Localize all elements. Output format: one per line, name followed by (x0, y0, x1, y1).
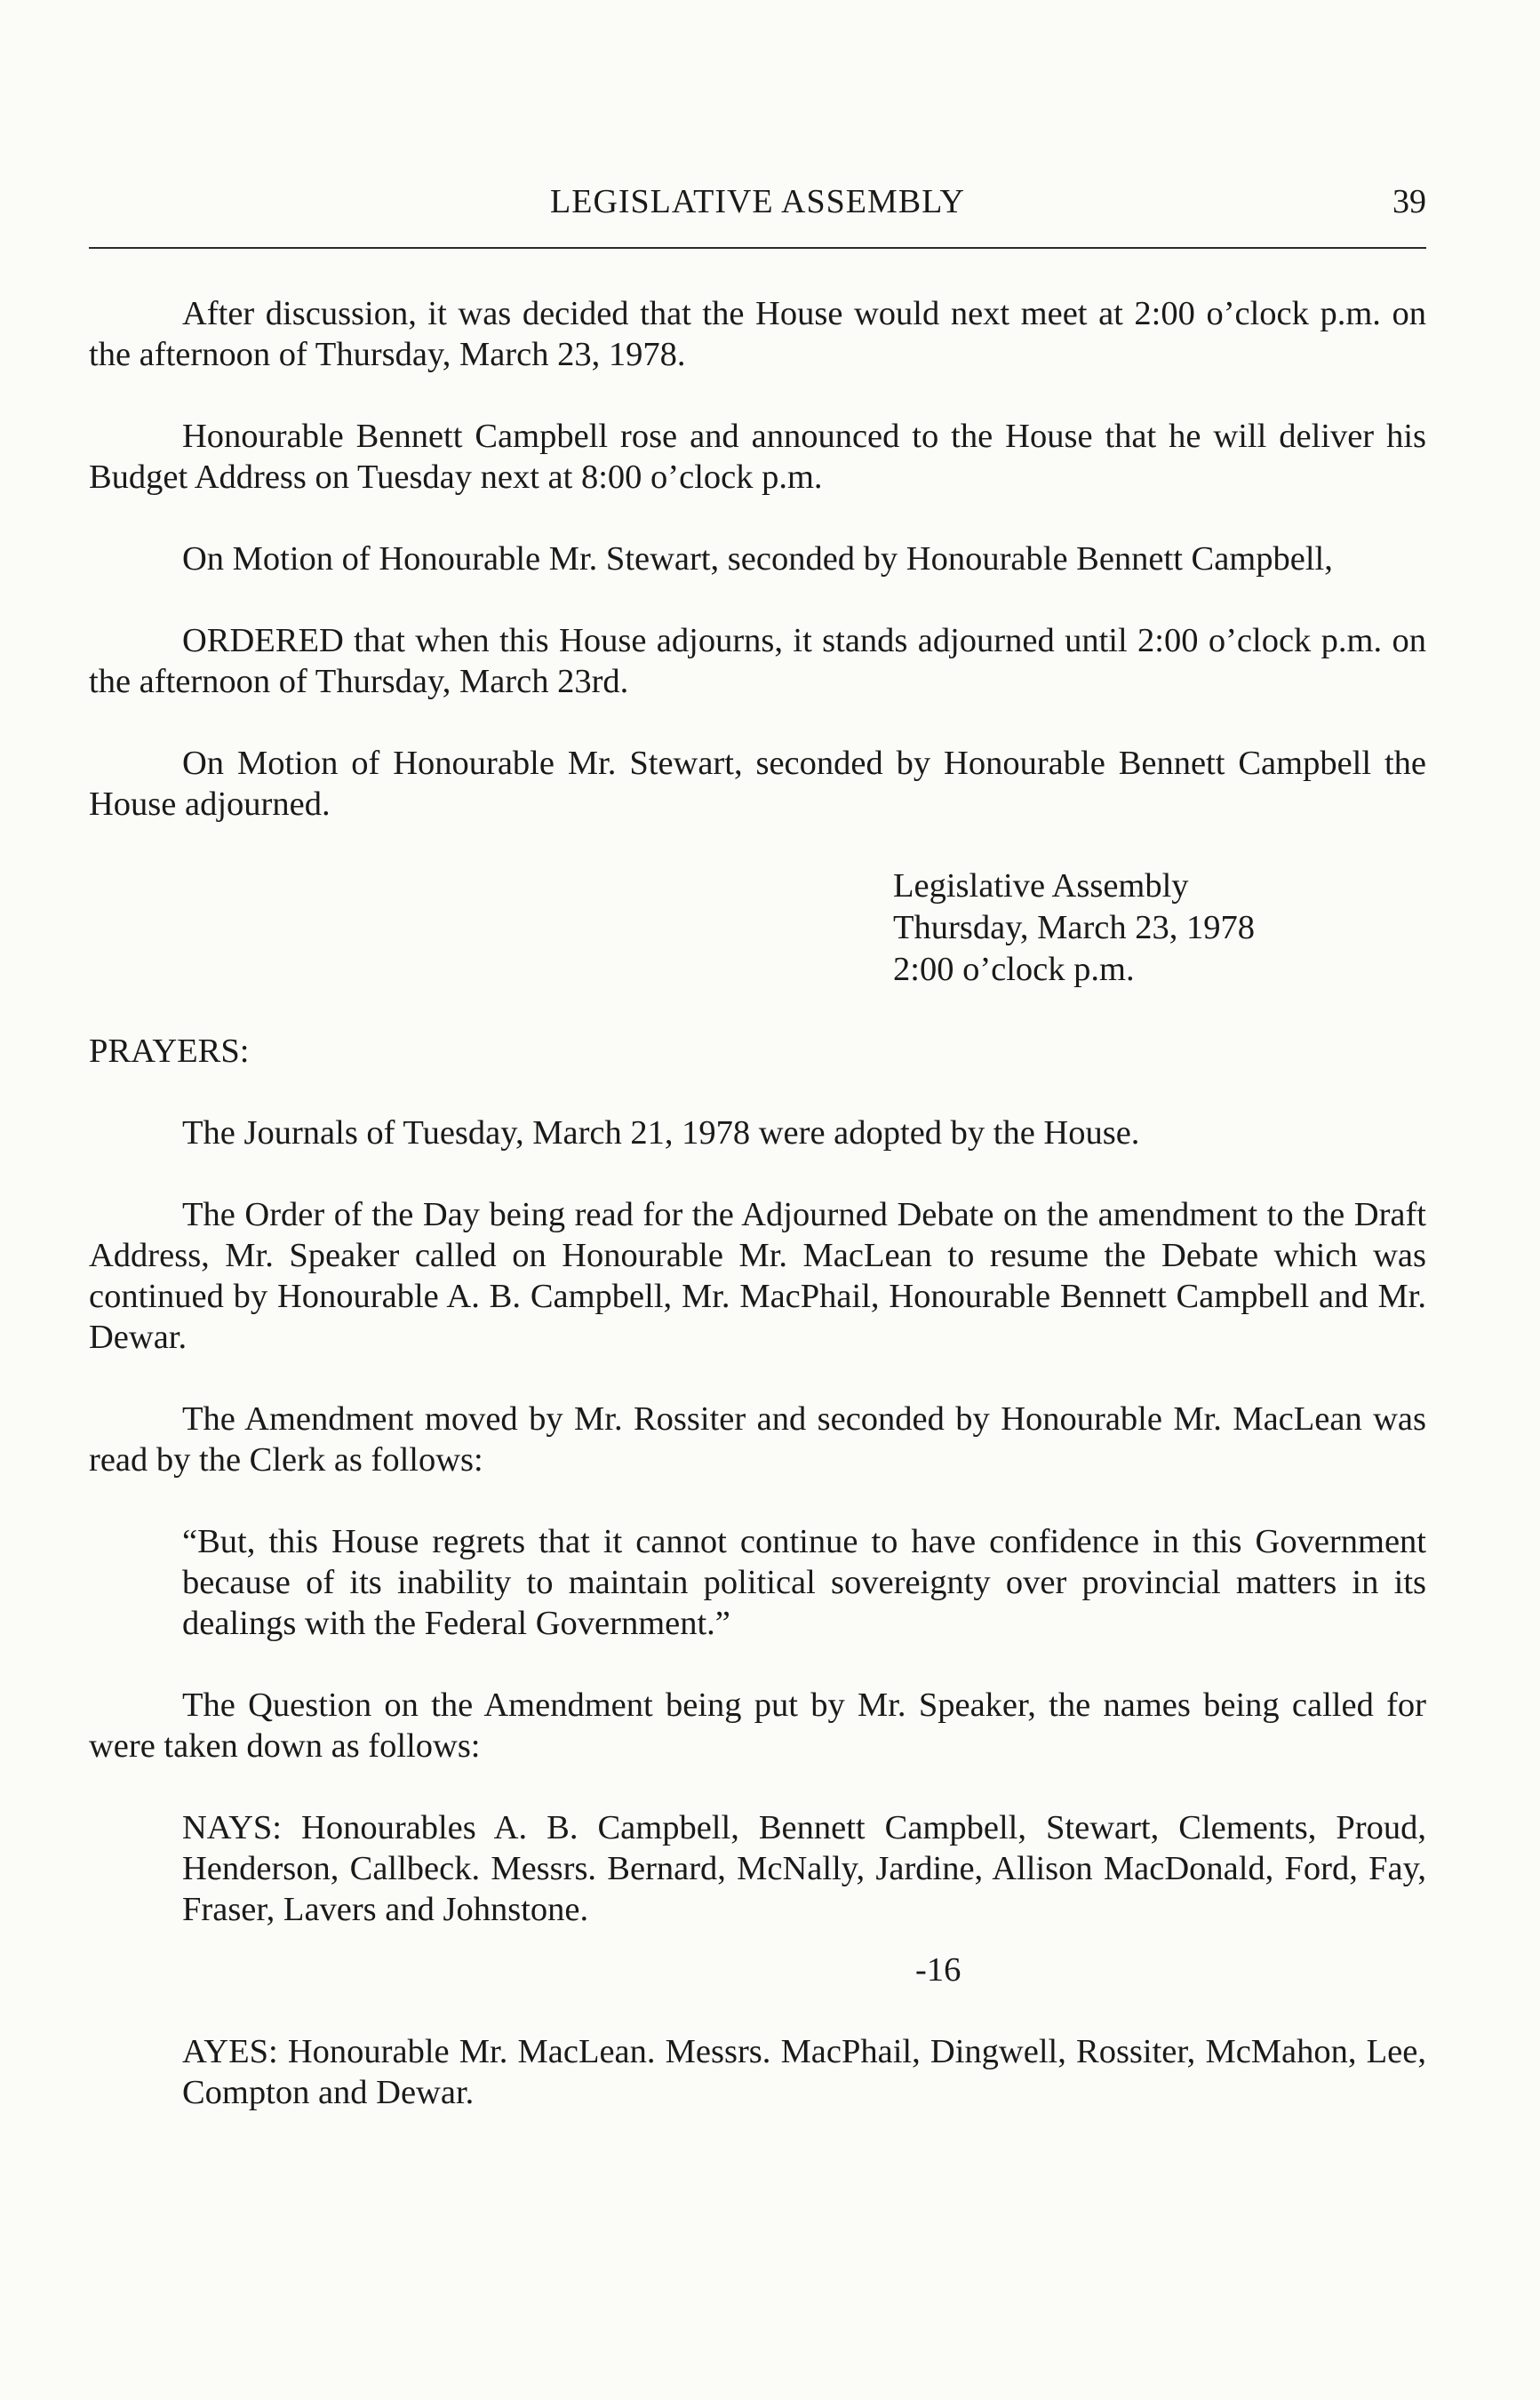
sitting-heading (893, 865, 1426, 991)
sitting-date: Thursday, March 23, 1978 (893, 909, 1256, 946)
page-header (89, 182, 1426, 235)
sitting-body: Legislative Assembly (893, 867, 1189, 905)
page-title: LEGISLATIVE ASSEMBLY (550, 183, 965, 220)
amendment-quote: “But, this House regrets that it cannot continue to have confidence in this Government because of its inability to maintain political sovereignty over provincial matters in its dealings with the Federal Government.” (182, 1523, 1426, 1642)
paragraph-motion: On Motion of Honourable Mr. Stewart, seconded by Honourable Bennett Campbell, (182, 540, 1333, 578)
nays-list: NAYS: Honourables A. B. Campbell, Bennett Campbell, Stewart, Clements, Proud, Henderson, Callbeck. Messrs. Bernard, McNally, Jardine, Allison MacDonald, Ford, Fay, Fraser, Lavers and Johnstone. (182, 1809, 1426, 1928)
paragraph-budget-address: Honourable Bennett Campbell rose and announced to the House that he will deliver his Budget Address on Tuesday next at 8:00 o’clock p.m. (89, 418, 1426, 496)
paragraph-ordered: ORDERED that when this House adjourns, it stands adjourned until 2:00 o’clock p.m. on the afternoon of Thursday, March 23rd. (89, 622, 1426, 700)
page-body (89, 293, 1426, 2133)
page-number: 39 (1392, 183, 1426, 220)
paragraph-question: The Question on the Amendment being put by Mr. Speaker, the names being called for were taken down as follows: (89, 1686, 1426, 1765)
header-divider (89, 247, 1426, 249)
ayes-list: AYES: Honourable Mr. MacLean. Messrs. MacPhail, Dingwell, Rossiter, McMahon, Lee, Compton and Dewar. (182, 2033, 1426, 2111)
paragraph-adjourned: On Motion of Honourable Mr. Stewart, seconded by Honourable Bennett Campbell the House adjourned. (89, 745, 1426, 823)
paragraph-amendment: The Amendment moved by Mr. Rossiter and seconded by Honourable Mr. MacLean was read by the Clerk as follows: (89, 1400, 1426, 1479)
nays-count: -16 (915, 1951, 962, 1989)
paragraph-journals-adopted: The Journals of Tuesday, March 21, 1978 were adopted by the House. (182, 1114, 1140, 1152)
sitting-time: 2:00 o’clock p.m. (893, 951, 1135, 988)
prayers-heading: PRAYERS: (89, 1033, 250, 1070)
paragraph-next-meeting: After discussion, it was decided that the House would next meet at 2:00 o’clock p.m. on the afternoon of Thursday, March 23, 1978. (89, 295, 1426, 373)
paragraph-order-of-day: The Order of the Day being read for the Adjourned Debate on the amendment to the Draft Address, Mr. Speaker called on Honourable Mr. MacLean to resume the Debate which was continued by Honourable A. B. Campbell, Mr. MacPhail, Honourable Bennett Campbell and Mr. Dewar. (89, 1196, 1426, 1356)
